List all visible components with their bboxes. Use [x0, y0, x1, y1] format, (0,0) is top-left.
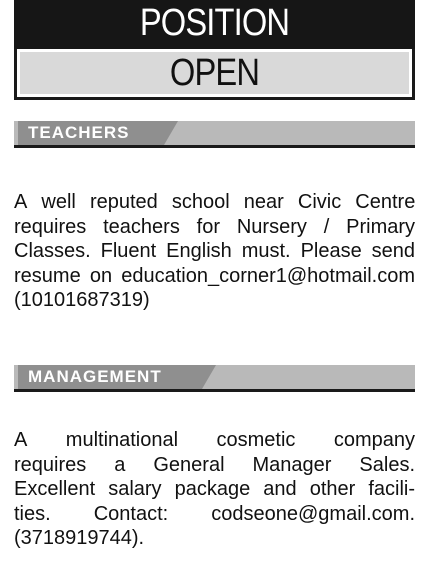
open-heading-box — [20, 52, 409, 94]
section-title-teachers: TEACHERS — [18, 121, 164, 145]
section-body-management — [14, 428, 415, 551]
management-line-3: Excellent salary package and other facili- — [14, 478, 416, 500]
teachers-line-5: (10101687319) — [14, 289, 150, 311]
section-body-teachers — [14, 190, 415, 313]
classified-ad — [14, 0, 415, 588]
open-heading: OPEN — [169, 52, 260, 94]
section-header-management — [14, 362, 415, 392]
section-title-management: MANAGEMENT — [18, 365, 202, 389]
position-heading-band — [14, 0, 415, 49]
management-line-1: A multinational cosmetic company — [14, 429, 416, 451]
management-line-2: requires a General Manager Sales. — [14, 453, 416, 476]
teachers-line-4: resume on education_corner1@hotmail.com — [14, 264, 415, 287]
position-heading: POSITION — [139, 2, 290, 44]
open-heading-band — [14, 49, 415, 100]
management-line-5: (3718919744). — [14, 527, 145, 549]
teachers-line-2: requires teachers for Nursery / Primary — [14, 215, 416, 238]
teachers-line-3: Classes. Fluent English must. Please send — [14, 240, 416, 262]
teachers-line-1: A well reputed school near Civic Centre — [14, 191, 416, 213]
section-header-teachers — [14, 118, 415, 148]
management-line-4: ties. Contact: codseone@gmail.com. — [14, 502, 415, 525]
